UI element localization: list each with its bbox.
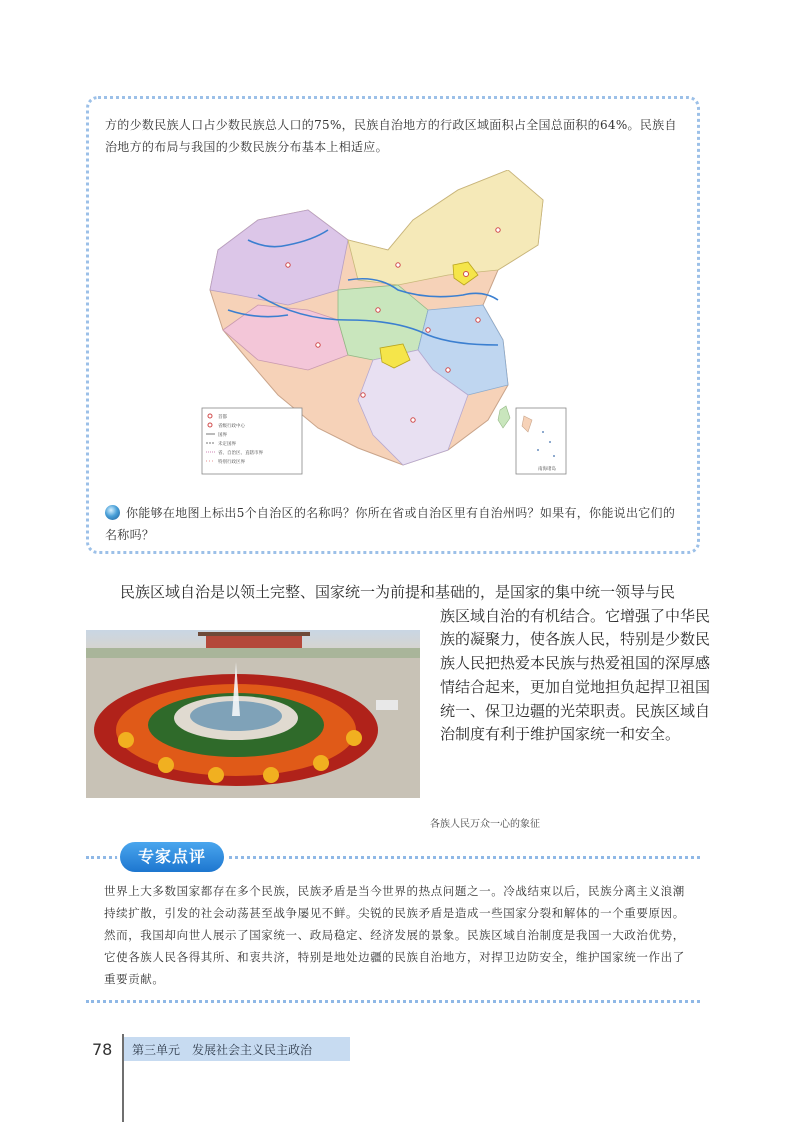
photo-caption: 各族人民万众一心的象征 (430, 819, 540, 830)
expert-comment-text: 世界上大多数国家都存在多个民族，民族矛盾是当今世界的热点问题之一。冷战结束以后，民族分离主义浪潮持续扩散，引发的社会动荡甚至战争屡见不鲜。尖锐的民族矛盾是造成一些国家分裂和解体的一个重要原因。然而，我国却向世人展示了国家统一、政局稳定、经济发展的景象。民族区域自治制度是我国一大政治优势，它使各族人民各得其所、和衷共济，特别是地处边疆的民族自治地方，对捍卫边防安全，维护国家统一作出了重要贡献。 (104, 884, 685, 986)
china-autonomous-regions-map (198, 170, 582, 488)
legend-label: 国界 (218, 433, 227, 438)
question-globe-icon (105, 505, 120, 520)
page-number: 78 (92, 1040, 113, 1059)
expert-comment-badge: 专家点评 (120, 842, 224, 872)
box-intro-text: 方的少数民族人口占少数民族总人口的75%，民族自治地方的行政区域面积占全国总面积的64%。民族自治地方的布局与我国的少数民族分布基本上相适应。 (105, 118, 677, 154)
inset-label: 南海诸岛 (538, 467, 556, 472)
map-question-text: 你能够在地图上标出5个自治区的名称吗？你所在省或自治区里有自治州吗？如果有，你能说出它们的名称吗？ (105, 506, 676, 542)
legend-label: 省、自治区、直辖市界 (218, 451, 263, 456)
legend-label: 省级行政中心 (218, 424, 245, 429)
legend-label: 首都 (218, 415, 227, 420)
paragraph-side-text: 族区域自治的有机结合。它增强了中华民族的凝聚力，使各族人民，特别是少数民族人民把热爱本民族与热爱祖国的深厚感情结合起来，更加自觉地担负起捍卫祖国统一、保卫边疆的光荣职责。民族区域自治制度有利于维护国家统一和安全。 (440, 606, 711, 744)
legend-label: 未定国界 (218, 442, 236, 447)
map-question (105, 502, 685, 546)
tiananmen-flower-bed-photo (86, 630, 420, 798)
paragraph-first-line: 民族区域自治是以领土完整、国家统一为前提和基础的，是国家的集中统一领导与民 (120, 583, 676, 601)
map-legend (202, 408, 302, 474)
map-inset-south-sea (498, 406, 566, 474)
legend-label: 特别行政区界 (218, 460, 245, 465)
footer-unit-title: 第三单元 发展社会主义民主政治 (132, 1043, 313, 1057)
expert-bottom-divider (86, 1000, 700, 1003)
